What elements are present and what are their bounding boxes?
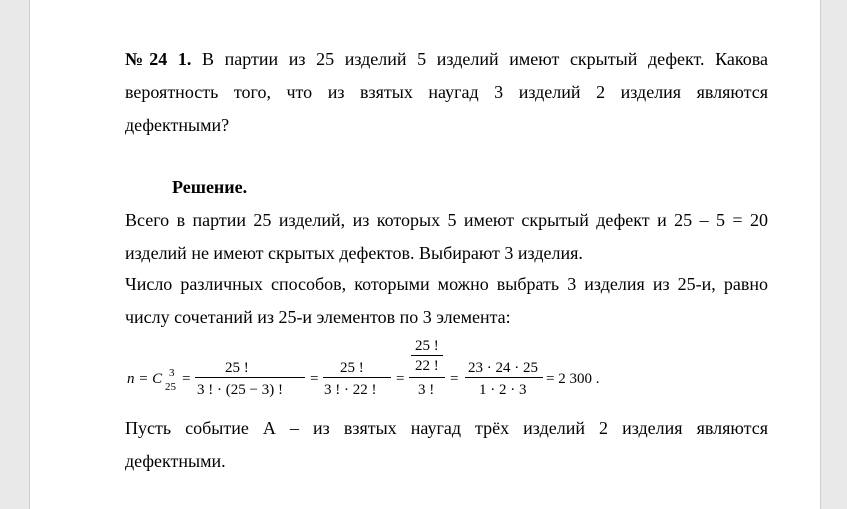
formula-equals-2: = [310,371,319,387]
fraction-3-denominator: 3 ! [418,382,435,398]
document-page [29,0,821,509]
combination-formula [125,330,768,410]
formula-equals-4: = [450,371,459,387]
fraction-1-numerator: 25 ! [225,360,249,376]
solution-p2-line-2: числу сочетаний из 25-и элементов по 3 элемента: [125,307,511,327]
fraction-2-denominator: 3 ! · 22 ! [324,382,377,398]
fraction-4-numerator: 23 · 24 · 25 [468,360,538,376]
fraction-3-inner-numerator: 25 ! [415,338,439,354]
fraction-3-inner-denominator: 22 ! [415,358,439,374]
fraction-2-bar [323,377,391,378]
formula-superscript: 3 [169,367,175,379]
solution-p2-line-1: Число различных способов, которыми можно выбрать 3 изделия из 25-и, равно [125,274,768,294]
problem-number: №24 1. [125,49,192,69]
formula-equals-1: = [182,371,191,387]
problem-line-3: дефектными? [125,115,230,135]
fraction-3-inner-bar [411,355,443,356]
fraction-1-denominator: 3 ! · (25 − 3) ! [197,382,283,398]
formula-subscript: 25 [165,381,176,393]
solution-p3-line-2: дефектными. [125,451,226,471]
formula-result: = 2 300 . [546,371,600,387]
problem-line-1 [125,49,768,69]
solution-heading: Решение. [172,177,248,197]
solution-p1-line-2: изделий не имеют скрытых дефектов. Выбирают 3 изделия. [125,243,583,263]
solution-p1-line-1: Всего в партии 25 изделий, из которых 5 имеют скрытый дефект и 25 – 5 = 20 [125,210,768,230]
solution-p3-line-1: Пусть событие А – из взятых наугад трёх изделий 2 изделия являются [125,418,768,438]
problem-text-1: В партии из 25 изделий 5 изделий имеют скрытый дефект. Какова [201,49,768,69]
problem-line-2: вероятность того, что из взятых наугад 3 изделий 2 изделия являются [125,82,768,102]
fraction-2-numerator: 25 ! [340,360,364,376]
formula-equals-3: = [396,371,405,387]
fraction-4-denominator: 1 · 2 · 3 [479,382,527,398]
fraction-1-bar [195,377,305,378]
formula-lhs: n = C [127,371,163,387]
fraction-3-bar [409,377,445,378]
fraction-4-bar [465,377,543,378]
